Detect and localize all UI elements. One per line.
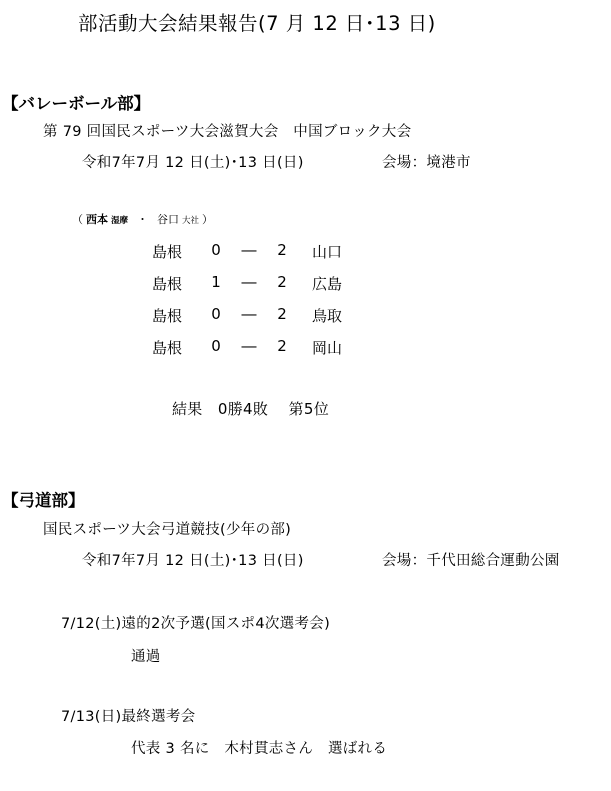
players-open-paren: （: [72, 213, 83, 226]
match-row: [152, 337, 352, 358]
match-dash: ―: [241, 305, 257, 323]
match-score-home: 0: [211, 337, 221, 355]
match-row: [152, 241, 352, 262]
match-score-home: 0: [211, 305, 221, 323]
volleyball-players: [72, 211, 213, 227]
volleyball-venue: 会場：境港市: [382, 155, 471, 171]
match-row: [152, 273, 352, 294]
match-team-home: 島根: [152, 339, 183, 357]
player-name-2: 谷口: [157, 213, 180, 226]
match-team-home: 島根: [152, 307, 183, 325]
player-name-1: 西本: [86, 213, 108, 226]
volleyball-result: 結果 0勝4敗 第5位: [172, 400, 329, 418]
archery-day2: 7/13(日)最終選考会: [61, 709, 196, 725]
match-score-away: 2: [277, 305, 287, 323]
volleyball-event: 第 79 回国民スポーツ大会滋賀大会 中国ブロック大会: [43, 124, 412, 140]
match-team-away: 岡山: [311, 339, 342, 357]
match-score-home: 1: [211, 273, 221, 291]
volleyball-heading: 【バレーボール部】: [2, 94, 151, 113]
archery-date: 令和7年7月 12 日(土)･13 日(日): [82, 553, 304, 569]
match-team-away: 広島: [311, 275, 342, 293]
player-school-2: 大社: [182, 216, 200, 226]
match-team-away: 鳥取: [311, 307, 342, 325]
players-separator: ・: [137, 213, 149, 226]
player-school-1: 湿摩: [111, 216, 129, 226]
match-dash: ―: [241, 337, 257, 355]
match-score-away: 2: [277, 337, 287, 355]
match-team-home: 島根: [152, 275, 183, 293]
match-team-home: 島根: [152, 243, 183, 261]
archery-day2-result: 代表 3 名に 木村貫志さん 選ばれる: [131, 741, 388, 757]
match-score-away: 2: [277, 273, 287, 291]
archery-heading: 【弓道部】: [2, 491, 85, 510]
archery-venue: 会場：千代田総合運動公園: [382, 553, 560, 569]
match-score-home: 0: [211, 241, 221, 259]
match-score-away: 2: [277, 241, 287, 259]
volleyball-date: 令和7年7月 12 日(土)･13 日(日): [82, 155, 304, 171]
match-dash: ―: [241, 241, 257, 259]
archery-day1: 7/12(土)遠的2次予選(国スポ4次選考会): [61, 616, 331, 632]
match-dash: ―: [241, 273, 257, 291]
match-row: [152, 305, 352, 326]
match-team-away: 山口: [311, 243, 342, 261]
archery-day1-result: 通過: [131, 649, 161, 665]
players-close-paren: ）: [202, 213, 214, 226]
page-title: 部活動大会結果報告(7 月 12 日･13 日): [78, 12, 436, 35]
archery-event: 国民スポーツ大会弓道競技(少年の部): [43, 522, 292, 538]
